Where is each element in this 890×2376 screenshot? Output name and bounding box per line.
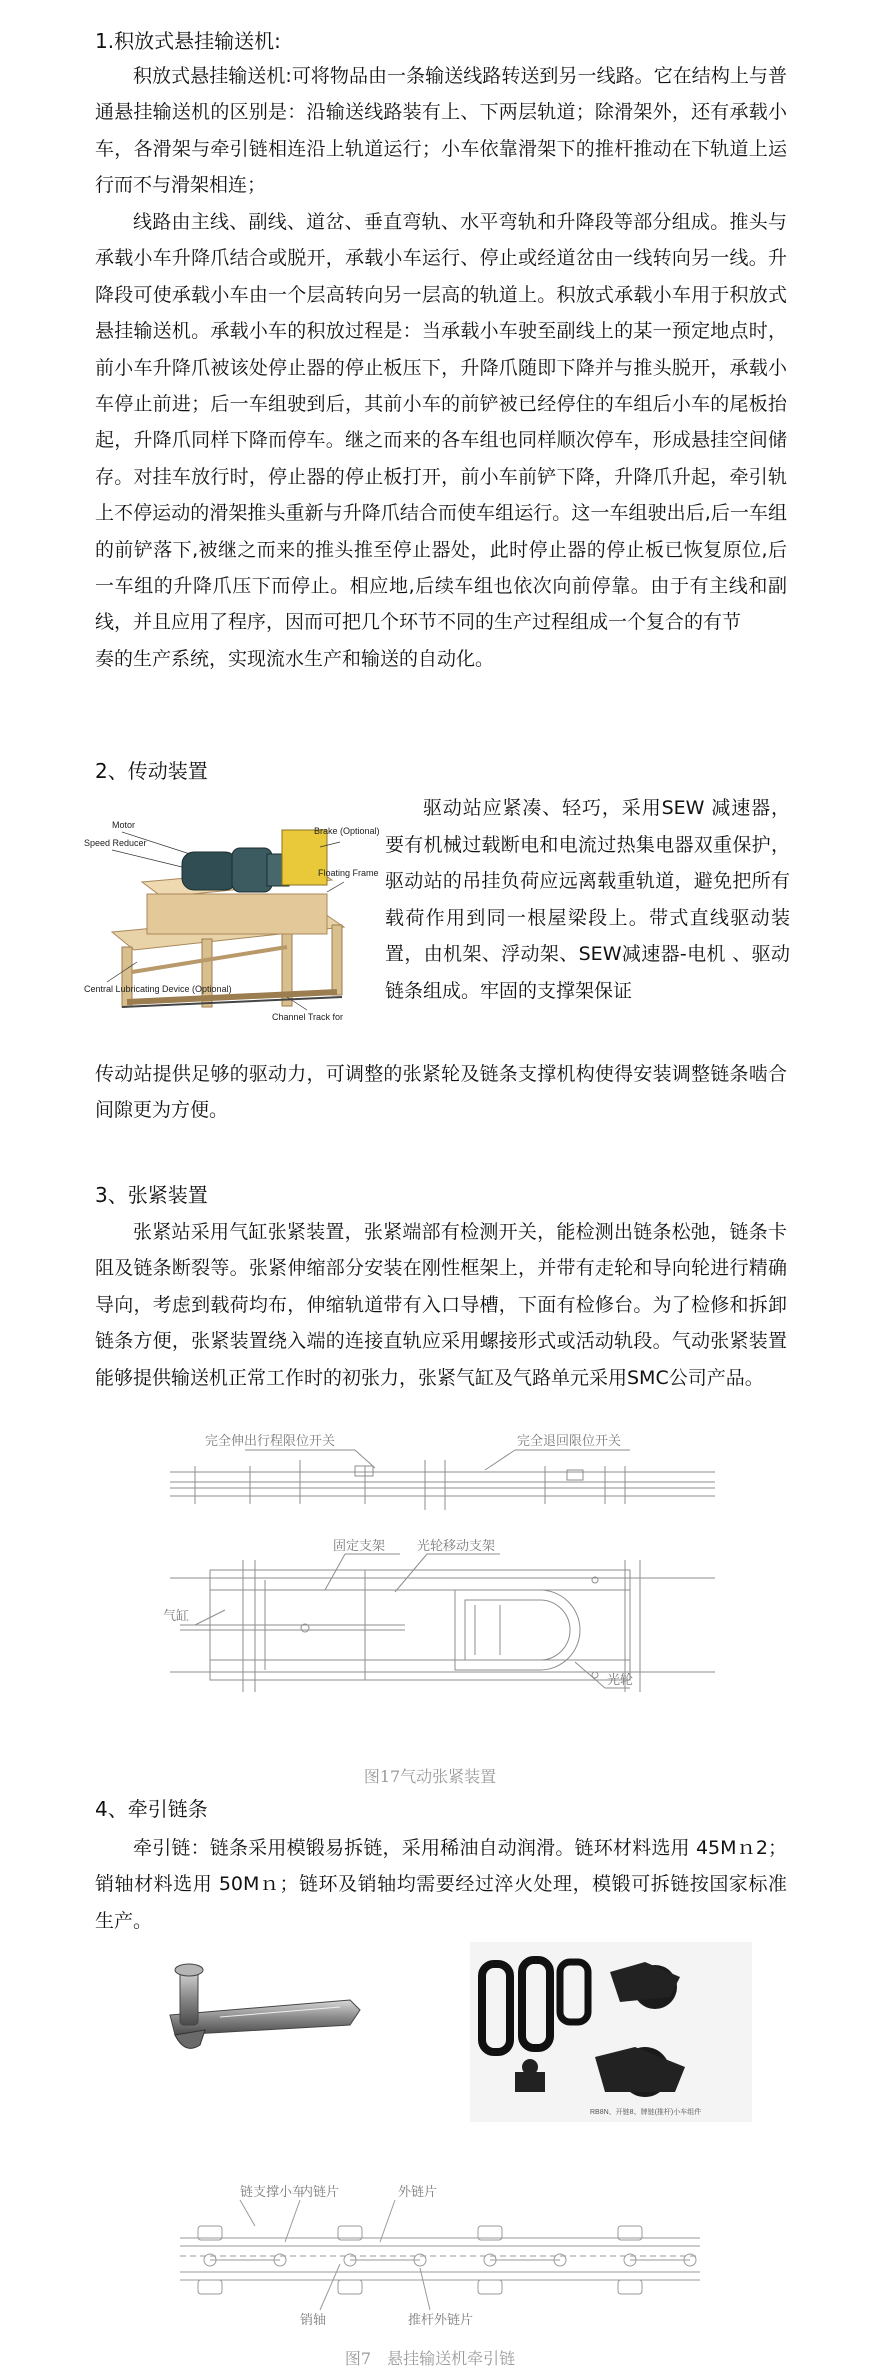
label-wheel: 光轮 — [607, 1673, 634, 1688]
chain-drawing-figure — [170, 2160, 710, 2340]
label-wheel-moving-support: 光轮移动支架 — [417, 1539, 496, 1554]
section1-paragraph-2 — [95, 204, 787, 641]
section3-text: 张紧站采用气缸张紧装置，张紧端部有检测开关，能检测出链条松弛，链条卡阻及链条断裂等。张紧伸缩部分安装在刚性框架上，并带有走轮和导向轮进行精确导向，考虑到载荷均布，伸缩轨道带有入口导槽，下面有检修台。为了检修和拆卸链条方便，张紧装置绕入端的连接直轨应采用螺接形式或活动轨段。气动张紧装置能够提供输送机正常工作时的初张力，张紧气缸及气路单元采用SMC公司产品。 — [95, 1221, 787, 1389]
section4-heading: 4、牵引链条 — [95, 1797, 208, 1821]
section1-text-2: 线路由主线、副线、道岔、垂直弯轨、水平弯轨和升降段等部分组成。推头与承载小车升降爪结合或脱开，承载小车运行、停止或经道岔由一线转向另一线。升降段可使承载小车由一个层高转向另一层高的轨道上。积放式承载小车用于积放式悬挂输送机。承载小车的积放过程是：当承载小车驶至副线上的某一预定地点时，前小车升降爪被该处停止器的停止板压下，升降爪随即下降并与推头脱开，承载小车停止前进；后一车组驶到后，其前小车的前铲被已经停住的车组后小车的尾板抬起，升降爪同样下降而停车。继之而来的各车组也同样顺次停车，形成悬挂空间储存。对挂车放行时，停止器的停止板打开，前小车前铲下降，升降爪升起，牵引轨上不停运动的滑架推头重新与升降爪结合而使车组运行。这一车组驶出后,后一车组的前铲落下,被继之而来的推头推至停止器处，此时停止器的停止板已恢复原位,后一车组的升降爪压下而停止。相应地,后续车组也依次向前停靠。由于有主线和副线，并且应用了程序，因而可把几个环节不同的生产过程组成一个复合的有节 — [95, 211, 787, 634]
label-cylinder: 气缸 — [163, 1609, 190, 1624]
section1-paragraph-3 — [95, 641, 787, 677]
label-outer-link: 外链片 — [398, 2185, 438, 2200]
label-lubricating: Central Lubricating Device (Optional) — [84, 984, 232, 994]
section1-paragraph-1 — [95, 58, 787, 204]
label-retract-limit-switch: 完全退回限位开关 — [517, 1434, 622, 1449]
tensioner-figure — [155, 1430, 735, 1730]
label-channel-track: Channel Track for — [272, 1012, 344, 1022]
label-extend-limit-switch: 完全伸出行程限位开关 — [205, 1434, 336, 1449]
label-inner-link: 内链片 — [300, 2185, 340, 2200]
label-floating-frame: Floating Frame — [318, 868, 379, 878]
chain-parts-photo-caption: RB8N、开链8、牌链(推杆)小车组件 — [590, 2109, 702, 2116]
section1-text-3: 奏的生产系统，实现流水生产和输送的自动化。 — [95, 648, 495, 670]
label-motor: Motor — [112, 820, 136, 830]
section1-heading: 1.积放式悬挂输送机: — [95, 29, 281, 53]
chain-link-image — [150, 1955, 370, 2065]
label-push-outer-link: 推杆外链片 — [408, 2313, 474, 2328]
label-pin: 销轴 — [300, 2313, 327, 2328]
chain-link-photo — [150, 1955, 370, 2065]
tensioner-drawing — [155, 1430, 735, 1730]
chain-parts-photo — [470, 1942, 752, 2122]
section2-text-after: 传动站提供足够的驱动力，可调整的张紧轮及链条支撑机构使得安装调整链条啮合间隙更为方便。 — [95, 1063, 787, 1122]
chain-caption: 图7 悬挂输送机牵引链 — [344, 2349, 516, 2368]
section2-heading: 2、传动装置 — [95, 759, 208, 783]
chain-parts-image — [470, 1942, 752, 2122]
label-fixed-support: 固定支架 — [333, 1539, 386, 1554]
label-speed-reducer: Speed Reducer — [84, 838, 147, 848]
section3-heading: 3、张紧装置 — [95, 1183, 208, 1207]
drive-station-illustration — [82, 812, 380, 1024]
label-brake: Brake (Optional) — [314, 826, 380, 836]
section1-text-1: 积放式悬挂输送机:可将物品由一条输送线路转送到另一线路。它在结构上与普通悬挂输送机的区别是：沿输送线路装有上、下两层轨道；除滑架外，还有承载小车，各滑架与牵引链相连沿上轨道运行；小车依靠滑架下的推杆推动在下轨道上运行而不与滑架相连； — [95, 65, 787, 197]
chain-drawing — [170, 2160, 710, 2340]
label-chain-trolley: 链支撑小车 — [240, 2185, 306, 2200]
drive-station-figure — [82, 812, 380, 1024]
section4-text: 牵引链：链条采用模锻易拆链，采用稀油自动润滑。链环材料选用 45Mｎ2；销轴材料选用 50Mｎ；链环及销轴均需要经过淬火处理，模锻可拆链按国家标准生产。 — [95, 1837, 787, 1932]
section2-text-beside: 驱动站应紧凑、轻巧，采用SEW 减速器，要有机械过载断电和电流过热集电器双重保护，驱动站的吊挂负荷应远离载重轨道，避免把所有载荷作用到同一根屋梁段上。带式直线驱动装置，由机架、浮动架、SEW减速器-电机 、驱动链条组成。牢固的支撑架保证 — [385, 797, 790, 1002]
tensioner-caption: 图17气动张紧装置 — [363, 1767, 497, 1786]
